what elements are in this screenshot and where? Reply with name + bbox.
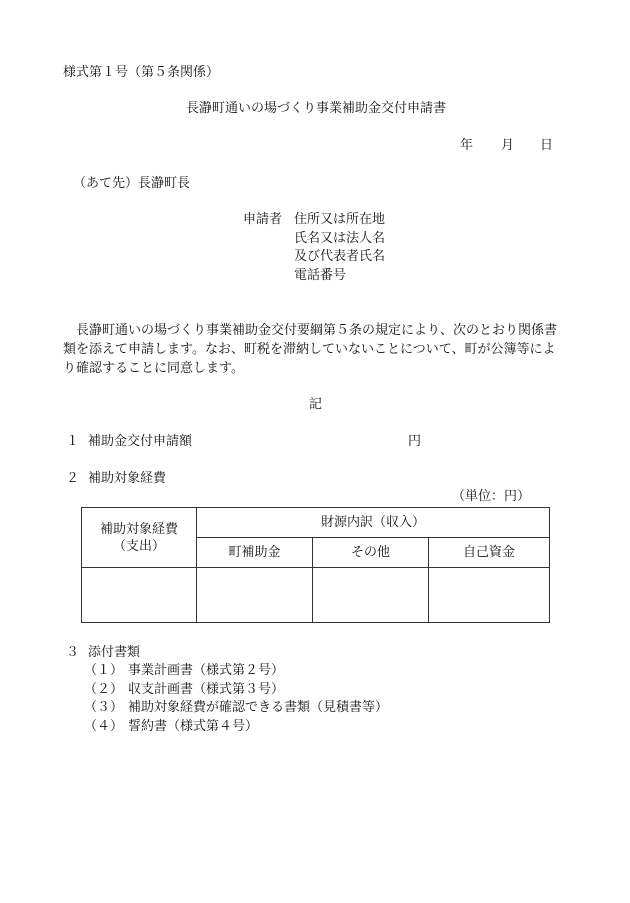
own-funds-cell[interactable] bbox=[429, 568, 550, 623]
body-text-line: 類を添えて申請します。なお、町税を滞納していないことについて、町が公簿等によ bbox=[63, 342, 556, 357]
section2-number: ２ bbox=[66, 471, 80, 486]
header-expense-label: 補助対象経費 bbox=[99, 521, 178, 537]
header-expense-cell bbox=[82, 508, 197, 568]
body-text-line: 長瀞町通いの場づくり事業補助金交付要綱第５条の規定により、次のとおり関係書 bbox=[76, 323, 558, 338]
table-row bbox=[82, 568, 550, 623]
unit-note: （単位：円） bbox=[452, 489, 531, 504]
date-day: 日 bbox=[540, 138, 554, 153]
date-year: 年 bbox=[460, 138, 474, 153]
attachment-number: （１） bbox=[84, 663, 124, 678]
subheader-town-subsidy: 町補助金 bbox=[197, 538, 313, 568]
date-month: 月 bbox=[501, 138, 515, 153]
header-expense-sublabel: （支出） bbox=[112, 538, 165, 554]
section1-number: １ bbox=[66, 434, 80, 449]
other-cell[interactable] bbox=[313, 568, 429, 623]
ki-heading: 記 bbox=[309, 397, 323, 412]
applicant-label: 申請者 bbox=[243, 212, 283, 227]
applicant-address-field: 住所又は所在地 bbox=[294, 212, 386, 227]
attachment-item: 事業計画書（様式第２号） bbox=[128, 663, 285, 678]
expense-table bbox=[81, 507, 550, 623]
expense-amount-cell[interactable] bbox=[82, 568, 197, 623]
document-title: 長瀞町通いの場づくり事業補助金交付申請書 bbox=[186, 101, 447, 116]
subheader-own-funds: 自己資金 bbox=[429, 538, 550, 568]
section1-unit: 円 bbox=[408, 434, 422, 449]
section3-label: 添付書類 bbox=[88, 645, 141, 660]
attachment-number: （３） bbox=[84, 700, 124, 715]
section2-label: 補助対象経費 bbox=[88, 471, 167, 486]
attachment-item: 補助対象経費が確認できる書類（見積書等） bbox=[128, 700, 389, 715]
form-number: 様式第１号（第５条関係） bbox=[63, 65, 220, 80]
table-header-row bbox=[82, 508, 550, 538]
town-subsidy-cell[interactable] bbox=[197, 568, 313, 623]
addressee: （あて先）長瀞町長 bbox=[73, 176, 191, 191]
body-text-line: り確認することに同意します。 bbox=[63, 361, 244, 376]
attachment-item: 収支計画書（様式第３号） bbox=[128, 682, 285, 697]
attachment-number: （４） bbox=[84, 719, 124, 734]
attachment-item: 誓約書（様式第４号） bbox=[128, 719, 259, 734]
header-funding-breakdown: 財源内訳（収入） bbox=[197, 508, 550, 538]
applicant-representative-field: 及び代表者氏名 bbox=[294, 249, 386, 264]
section1-label: 補助金交付申請額 bbox=[88, 434, 193, 449]
applicant-phone-field: 電話番号 bbox=[294, 268, 347, 283]
section3-number: ３ bbox=[66, 645, 80, 660]
subheader-other: その他 bbox=[313, 538, 429, 568]
applicant-name-field: 氏名又は法人名 bbox=[294, 231, 386, 246]
attachment-number: （２） bbox=[84, 682, 124, 697]
